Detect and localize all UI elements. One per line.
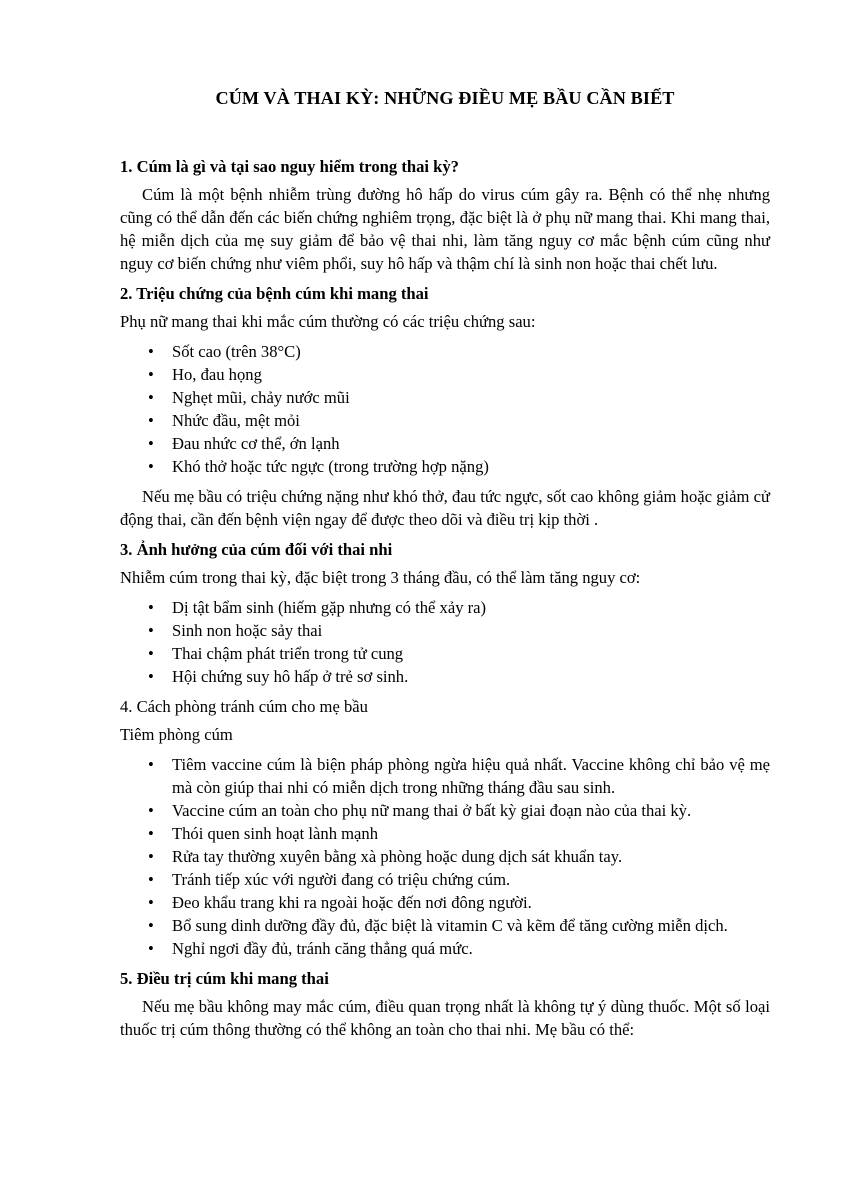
list-item: • Khó thở hoặc tức ngực (trong trường hợp nặng) bbox=[120, 455, 770, 478]
section-2-note: Nếu mẹ bầu có triệu chứng nặng như khó thở, đau tức ngực, sốt cao không giảm hoặc giảm cử động thai, cần đến bệnh viện ngay để được theo dõi và điều trị kịp thời . bbox=[120, 487, 770, 529]
list-item: • Sốt cao (trên 38°C) bbox=[120, 340, 770, 363]
section-1-heading: 1. Cúm là gì và tại sao nguy hiểm trong thai kỳ? bbox=[120, 157, 459, 176]
list-item: • Thai chậm phát triển trong tử cung bbox=[120, 642, 770, 665]
section-1-paragraph: Cúm là một bệnh nhiễm trùng đường hô hấp do virus cúm gây ra. Bệnh có thể nhẹ nhưng cũng có thể dẫn đến các biến chứng nghiêm trọng, đặc biệt là ở phụ nữ mang thai. Khi mang thai, hệ miễn dịch của mẹ suy giảm để bảo vệ thai nhi, làm tăng nguy cơ mắc bệnh cúm cũng như nguy cơ biến chứng như viêm phổi, suy hô hấp và thậm chí là sinh non hoặc thai chết lưu. bbox=[120, 185, 770, 273]
list-item: • Nhức đầu, mệt mỏi bbox=[120, 409, 770, 432]
list-item: • Đeo khẩu trang khi ra ngoài hoặc đến nơi đông người. bbox=[120, 891, 770, 914]
section-3-heading: 3. Ảnh hưởng của cúm đối với thai nhi bbox=[120, 540, 393, 559]
list-item: • Vaccine cúm an toàn cho phụ nữ mang thai ở bất kỳ giai đoạn nào của thai kỳ. bbox=[120, 799, 770, 822]
list-item: • Rửa tay thường xuyên bằng xà phòng hoặc dung dịch sát khuẩn tay. bbox=[120, 845, 770, 868]
list-item: • Tiêm vaccine cúm là biện pháp phòng ngừa hiệu quả nhất. Vaccine không chỉ bảo vệ mẹ mà còn giúp thai nhi có miễn dịch trong những tháng đầu sau sinh. bbox=[120, 753, 770, 799]
list-item: • Bổ sung dinh dưỡng đầy đủ, đặc biệt là vitamin C và kẽm để tăng cường miễn dịch. bbox=[120, 914, 770, 937]
list-item: • Nghẹt mũi, chảy nước mũi bbox=[120, 386, 770, 409]
section-2-heading: 2. Triệu chứng của bệnh cúm khi mang thai bbox=[120, 284, 429, 303]
list-item: • Nghỉ ngơi đầy đủ, tránh căng thẳng quá mức. bbox=[120, 937, 770, 960]
list-item: • Đau nhức cơ thể, ớn lạnh bbox=[120, 432, 770, 455]
list-item: • Sinh non hoặc sảy thai bbox=[120, 619, 770, 642]
section-4-prevention-list bbox=[120, 753, 770, 960]
document-page bbox=[120, 86, 770, 1041]
list-item: • Dị tật bẩm sinh (hiếm gặp nhưng có thể xảy ra) bbox=[120, 596, 770, 619]
section-3-intro: Nhiễm cúm trong thai kỳ, đặc biệt trong 3 tháng đầu, có thể làm tăng nguy cơ: bbox=[120, 568, 641, 587]
section-4-heading: 4. Cách phòng tránh cúm cho mẹ bầu bbox=[120, 697, 368, 716]
list-item: • Tránh tiếp xúc với người đang có triệu chứng cúm. bbox=[120, 868, 770, 891]
list-item: • Thói quen sinh hoạt lành mạnh bbox=[120, 822, 770, 845]
section-2-intro: Phụ nữ mang thai khi mắc cúm thường có các triệu chứng sau: bbox=[120, 312, 536, 331]
section-2-symptom-list bbox=[120, 340, 770, 478]
document-title: CÚM VÀ THAI KỲ: NHỮNG ĐIỀU MẸ BẦU CẦN BIẾT bbox=[215, 88, 675, 108]
section-5-heading: 5. Điều trị cúm khi mang thai bbox=[120, 969, 329, 988]
section-5-paragraph: Nếu mẹ bầu không may mắc cúm, điều quan trọng nhất là không tự ý dùng thuốc. Một số loại thuốc trị cúm thông thường có thể không an toàn cho thai nhi. Mẹ bầu có thể: bbox=[120, 997, 770, 1039]
section-3-risk-list bbox=[120, 596, 770, 688]
list-item: • Hội chứng suy hô hấp ở trẻ sơ sinh. bbox=[120, 665, 770, 688]
section-4-subheading: Tiêm phòng cúm bbox=[120, 725, 233, 744]
list-item: • Ho, đau họng bbox=[120, 363, 770, 386]
